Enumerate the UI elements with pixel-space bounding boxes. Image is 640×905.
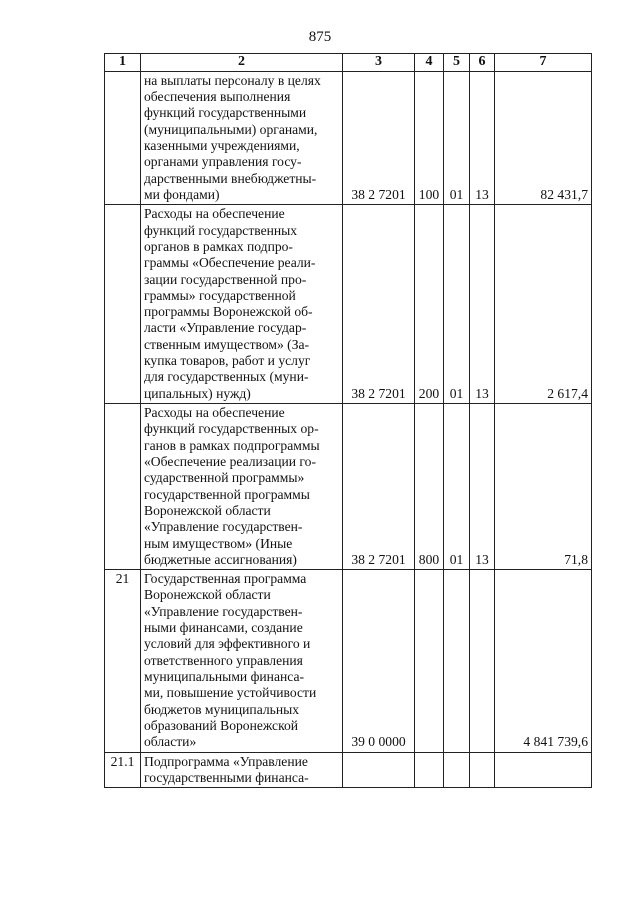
row-sum: 2 617,4 [495,205,592,404]
row-sum: 82 431,7 [495,71,592,205]
row-sum: 71,8 [495,404,592,570]
row-vr: 200 [415,205,444,404]
header-row [105,54,592,72]
row-pr: 13 [470,404,495,570]
row-code: 38 2 7201 [343,404,415,570]
row-name: Государственная программа Воронежской области «Управление государствен- ными финансами, создание условий для эффективного и ответственного управления муниципальными финанса- ми, повышение устойчивости бюджетов муниципальных образований Воронежской области» [141,570,343,752]
row-rz: 01 [444,71,470,205]
table-row [105,205,592,404]
row-sum [495,752,592,788]
header-col-4: 4 [415,54,444,72]
row-vr: 100 [415,71,444,205]
page-number: 875 [308,29,332,45]
row-number: 21 [105,570,141,752]
row-number [105,404,141,570]
row-pr [470,752,495,788]
row-rz [444,752,470,788]
header-col-1: 1 [105,54,141,72]
row-vr: 800 [415,404,444,570]
row-number: 21.1 [105,752,141,788]
table-row [105,570,592,752]
header-col-7: 7 [495,54,592,72]
row-name: Расходы на обеспечение функций государственных органов в рамках подпро- граммы «Обеспечение реали- зации государственной про- граммы» государственной программы Воронежской об- ласти «Управление государ- ственным имуществом» (За- купка товаров, работ и услуг для государственных (муни- ципальных) нужд) [141,205,343,404]
row-vr [415,752,444,788]
row-number [105,205,141,404]
row-rz: 01 [444,205,470,404]
row-code: 38 2 7201 [343,205,415,404]
table-row [105,752,592,788]
row-rz [444,570,470,752]
row-sum: 4 841 739,6 [495,570,592,752]
budget-table [104,53,592,788]
row-name: на выплаты персоналу в целях обеспечения выполнения функций государственными (муниципальными) органами, казенными учреждениями, органами управления госу- дарственными внебюджетны- ми фондами) [141,71,343,205]
row-vr [415,570,444,752]
header-col-2: 2 [141,54,343,72]
row-name: Подпрограмма «Управление государственными финанса- [141,752,343,788]
row-rz: 01 [444,404,470,570]
header-col-5: 5 [444,54,470,72]
table-row [105,71,592,205]
header-col-6: 6 [470,54,495,72]
row-pr: 13 [470,205,495,404]
header-col-3: 3 [343,54,415,72]
row-number [105,71,141,205]
row-code: 38 2 7201 [343,71,415,205]
row-code: 39 0 0000 [343,570,415,752]
row-code [343,752,415,788]
table-row [105,404,592,570]
row-name: Расходы на обеспечение функций государственных ор- ганов в рамках подпрограммы «Обеспечение реализации го- сударственной программы» государственной программы Воронежской области «Управление государствен- ным имуществом» (Иные бюджетные ассигнования) [141,404,343,570]
row-pr: 13 [470,71,495,205]
row-pr [470,570,495,752]
